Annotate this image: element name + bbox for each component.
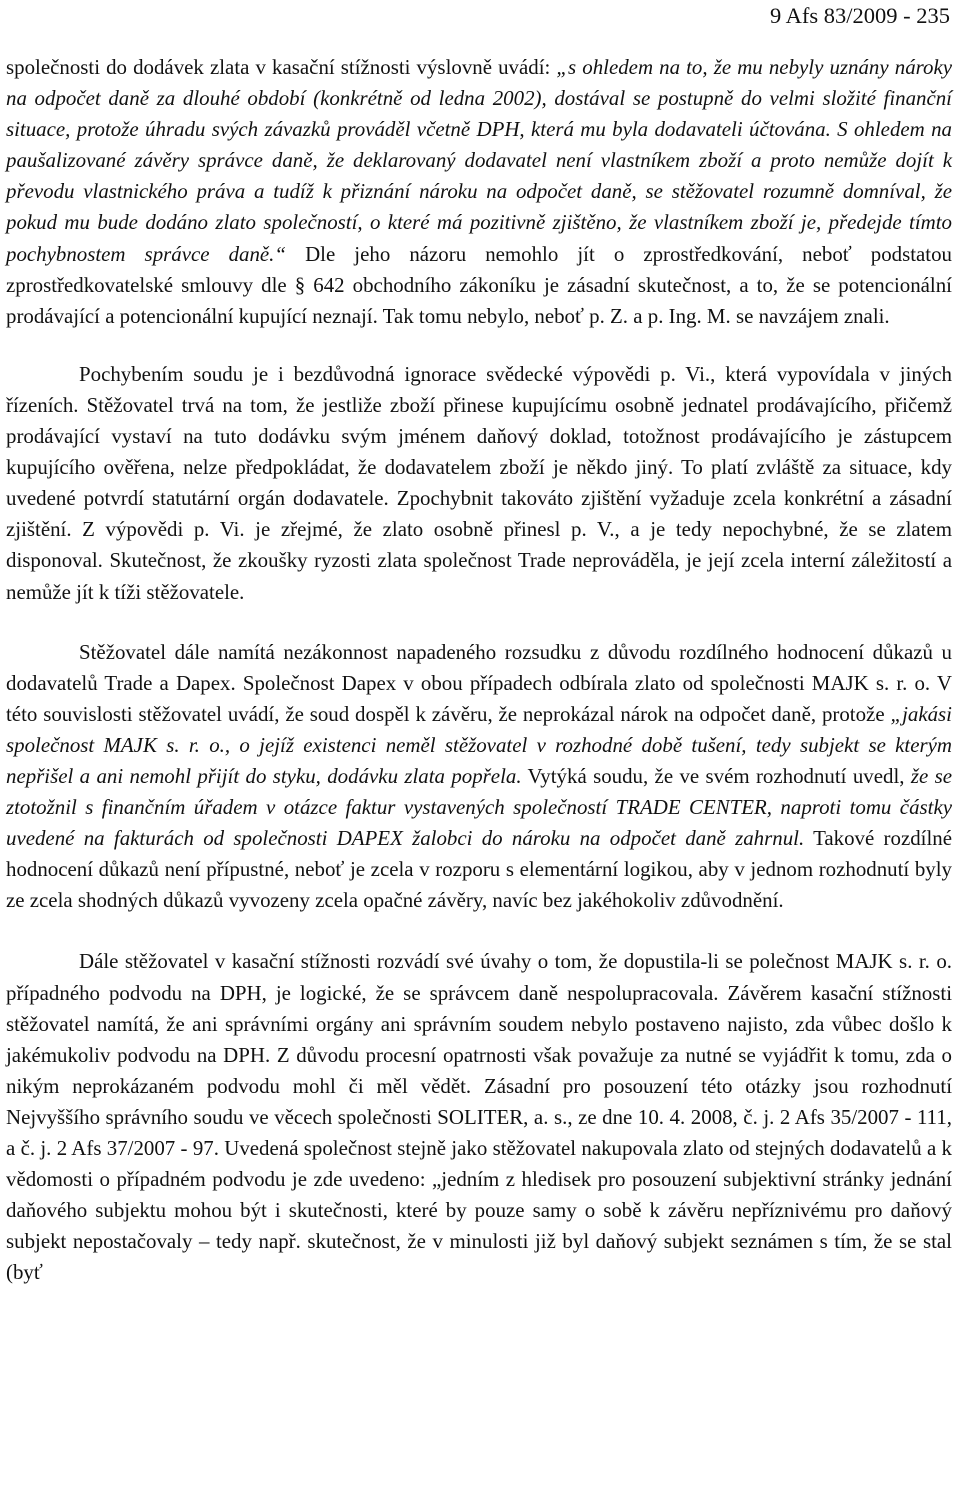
paragraph-2-text: Pochybením soudu je i bezdůvodná ignorace svědecké výpovědi p. Vi., která vypovídala v jiných řízeních. Stěžovatel trvá na tom, že jestliže zboží přinese kupujícímu osobně jednatel prodávajícího, přičemž prodávající vystaví na tuto dodávku svým jménem daňový doklad, totožnost prodávajícího je zástupcem kupujícího ověřena, nelze předpokládat, že dodavatelem zboží je někdo jiný. To platí zvláště za situace, kdy uvedené potvrdí statutární orgán dodavatele. Zpochybnit takováto zjištění vyžaduje zcela konkrétní a zásadní zjištění. Z výpovědi p. Vi. je zřejmé, že zlato osobně přinesl p. V., a je tedy nepochybné, že se zlatem disponoval. Skutečnost, že zkoušky ryzosti zlata společnost Trade neprováděla, je její zcela interní záležitostí a nemůže jít k tíži stěžovatele. <box>6 361 952 604</box>
paragraph-1-text: společnosti do dodávek zlata v kasační stížnosti výslovně uvádí: <box>6 55 557 79</box>
paragraph-2 <box>6 359 952 608</box>
paragraph-3-text: Stěžovatel dále namítá nezákonnost napadeného rozsudku z důvodu rozdílného hodnocení důkazů u dodavatelů Trade a Dapex. Společnost Dapex v obou případech odbírala zlato od společnosti MAJK s. r. o. V této souvislosti stěžovatel uvádí, že soud dospěl k závěru, že neprokázal nárok na odpočet daně, protože <box>6 639 952 726</box>
page-header-case-number: 9 Afs 83/2009 - 235 <box>770 3 950 28</box>
paragraph-4 <box>6 946 952 1288</box>
paragraph-4-text: Dále stěžovatel v kasační stížnosti rozvádí své úvahy o tom, že dopustila-li se polečnost MAJK s. r. o. případného podvodu na DPH, je logické, že se správcem daně nespolupracovala. Závěrem kasační stížnosti stěžovatel namítá, že ani správními orgány ani správním soudem nebylo postaveno najisto, zda vůbec došlo k jakémukoliv podvodu na DPH. Z důvodu procesní opatrnosti však považuje za nutné se vyjádřit k tomu, zda o nikým neprokázaném podvodu mohl či měl vědět. Zásadní pro posouzení této otázky jsou rozhodnutí Nejvyššího správního soudu ve věcech společnosti SOLITER, a. s., ze dne 10. 4. 2008, č. j. 2 Afs 35/2007 - 111, a č. j. 2 Afs 37/2007 - 97. Uvedená společnost stejně jako stěžovatel nakupovala zlato od stejných dodavatelů a k vědomosti o případném podvodu je zde uvedeno: „jedním z hledisek pro posouzení subjektivní stránky jednání daňového subjektu mohou být i skutečnosti, které by pouze samy o sobě k závěru nepříznivému pro daňový subjekt nepostačovaly – tedy např. skutečnost, že v minulosti již byl daňový subjekt seznámen s tím, že se stal (byť <box>6 949 952 1285</box>
paragraph-1-quote: „s ohledem na to, že mu nebyly uznány nároky na odpočet daně za dlouhé období (konkrétně od ledna 2002), dostával se postupně do velmi složité finanční situace, protože úhradu svých závazků prováděl včetně DPH, která mu byla dodavateli účtována. S ohledem na paušalizované závěry správce daně, že deklarovaný dodavatel není vlastníkem zboží a proto nemůže dojít k převodu vlastnického práva a tudíž k přiznání nároku na odpočet daně, se stěžovatel rozumně domníval, že pokud mu bude dodáno zlato společností, o které má pozitivně zjištěno, že vlastníkem zboží je, předejde tímto pochybnostem správce daně.“ <box>6 55 952 266</box>
paragraph-3-quote-1: „jakási společnost MAJK s. r. o., o jejíž existenci neměl stěžovatel v rozhodné době tušení, tedy subjekt se kterým nepřišel a ani nemohl přijít do styku, dodávku zlata popřela. <box>6 701 952 788</box>
paragraph-3-quote-2: že se ztotožnil s finančním úřadem v otázce faktur vystavených společností TRADE CENTER, naproti tomu částky uvedené na fakturách od společnosti DAPEX žalobci do nároku na odpočet daně zahrnul. <box>6 763 952 851</box>
paragraph-3-text-2: Vytýká soudu, že ve svém rozhodnutí uvedl, <box>521 763 911 788</box>
paragraph-3 <box>6 637 952 917</box>
paragraph-3-text-3: Takové rozdílné hodnocení důkazů není přípustné, neboť je zcela v rozporu s elementární logikou, aby v jednom rozhodnutí byly ze zcela shodných důkazů vyvozeny zcela opačné závěry, navíc bez jakéhokoliv zdůvodnění. <box>6 826 952 913</box>
paragraph-1-text-cont: Dle jeho názoru nemohlo jít o zprostředkování, neboť podstatou zprostředkovatelské smlouvy dle § 642 obchodního zákoníku je zásadní skutečnost, a to, že se potencionální prodávající a potencionální kupující neznají. Tak tomu nebylo, neboť p. Z. a p. Ing. M. se navzájem znali. <box>6 241 952 328</box>
paragraph-1 <box>6 52 952 332</box>
